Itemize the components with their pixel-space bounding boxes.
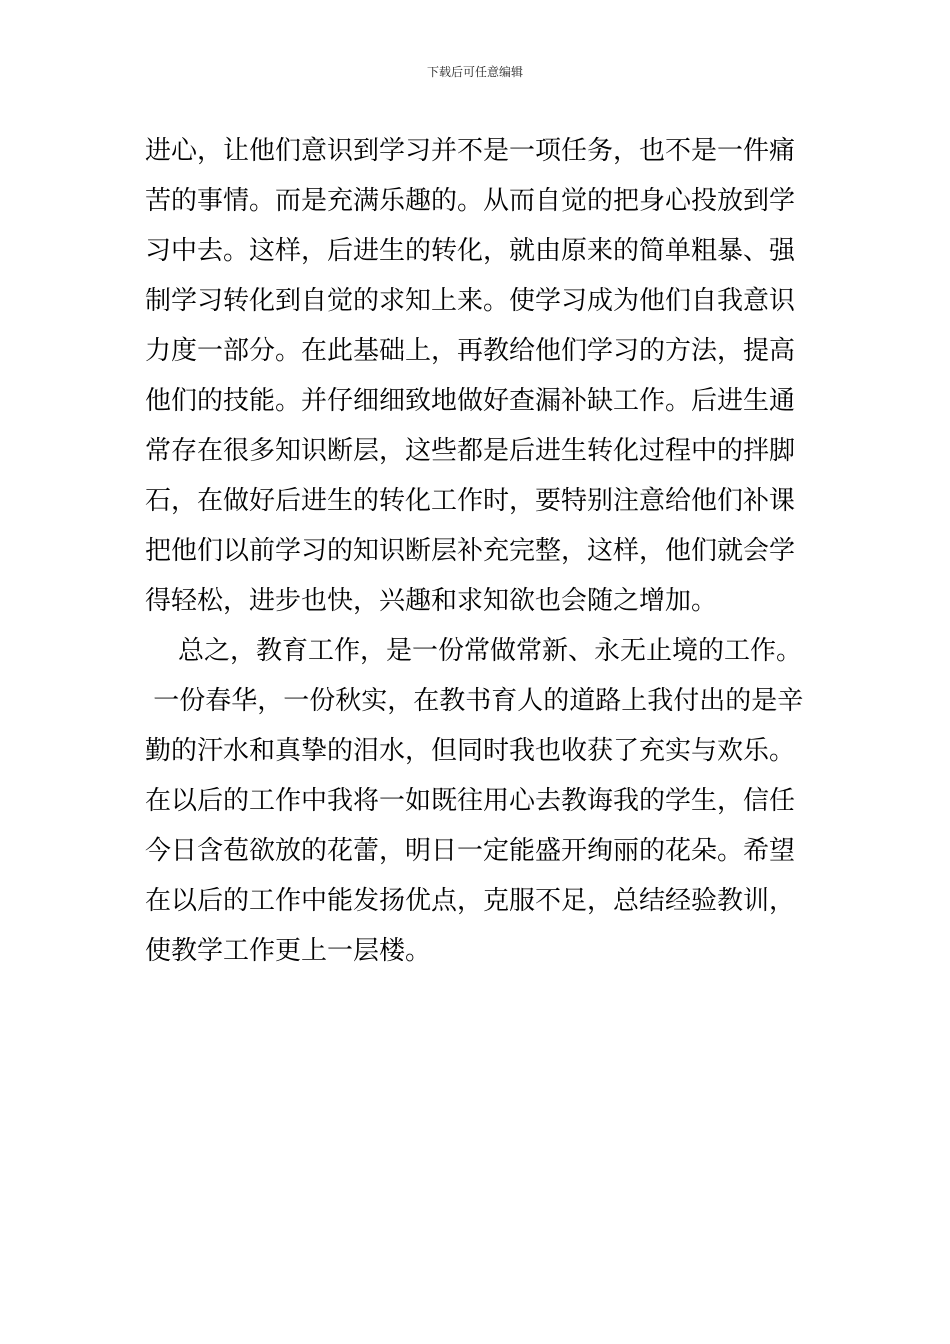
text-line: 使教学工作更上一层楼。	[145, 936, 432, 966]
text-line: 勤的汗水和真挚的泪水，但同时我也收获了充实与欢乐。	[145, 736, 796, 766]
paragraph-1	[145, 126, 845, 626]
text-line: 一份春华，一份秋实，在教书育人的道路上我付出的是辛	[145, 686, 804, 716]
text-line: 力度一部分。在此基础上，再教给他们学习的方法，提高	[145, 336, 796, 366]
text-line: 苦的事情。而是充满乐趣的。从而自觉的把身心投放到学	[145, 186, 796, 216]
text-line: 把他们以前学习的知识断层补充完整，这样，他们就会学	[145, 536, 796, 566]
text-line: 在以后的工作中我将一如既往用心去教诲我的学生，信任	[145, 786, 796, 816]
text-line: 习中去。这样，后进生的转化，就由原来的简单粗暴、强	[145, 236, 796, 266]
text-line: 石，在做好后进生的转化工作时，要特别注意给他们补课	[145, 486, 796, 516]
text-line: 他们的技能。并仔细细致地做好查漏补缺工作。后进生通	[145, 386, 796, 416]
page-header: 下载后可任意编辑	[426, 65, 523, 79]
paragraph-2	[145, 626, 845, 976]
text-line: 今日含苞欲放的花蕾，明日一定能盛开绚丽的花朵。希望	[145, 836, 796, 866]
body-text	[145, 126, 845, 976]
text-line: 在以后的工作中能发扬优点，克服不足，总结经验教训，	[145, 886, 796, 916]
text-line: 总之，教育工作，是一份常做常新、永无止境的工作。	[145, 636, 803, 666]
text-line: 得轻松，进步也快，兴趣和求知欲也会随之增加。	[145, 586, 718, 616]
text-line: 制学习转化到自觉的求知上来。使学习成为他们自我意识	[145, 286, 796, 316]
text-line: 常存在很多知识断层，这些都是后进生转化过程中的拌脚	[145, 436, 796, 466]
text-line: 进心，让他们意识到学习并不是一项任务，也不是一件痛	[145, 136, 796, 166]
